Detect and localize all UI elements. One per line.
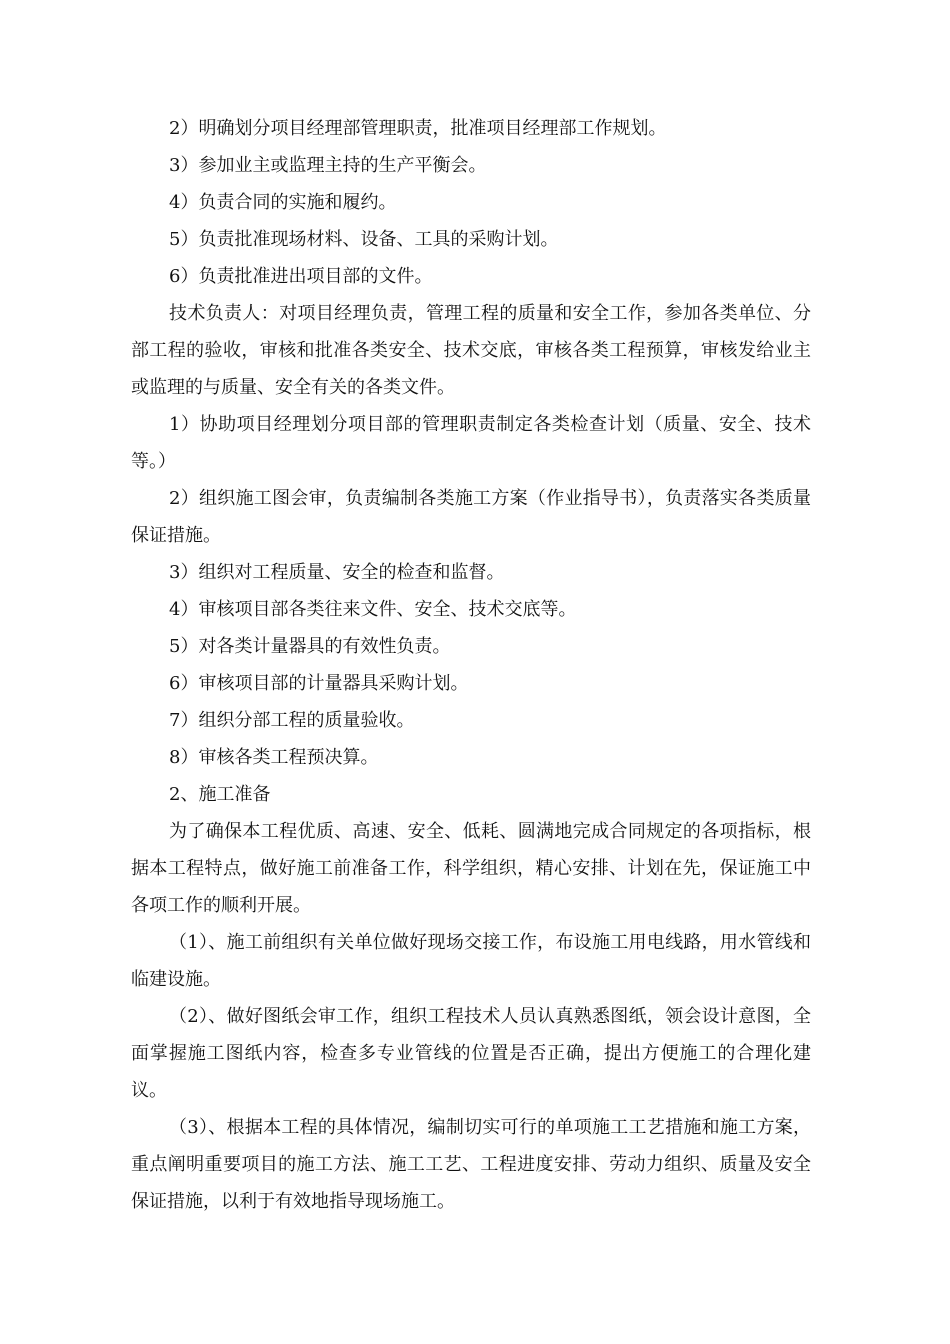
list-item: （3）、根据本工程的具体情况，编制切实可行的单项施工工艺措施和施工方案，重点阐明重要项目的施工方法、施工工艺、工程进度安排、劳动力组织、质量及安全保证措施，以利于有效地指导现场施工。 xyxy=(131,1117,811,1212)
list-item: 7）组织分部工程的质量验收。 xyxy=(169,710,415,731)
list-item: 6）审核项目部的计量器具采购计划。 xyxy=(169,673,469,694)
list-item: （2）、做好图纸会审工作，组织工程技术人员认真熟悉图纸，领会设计意图，全面掌握施工图纸内容，检查多专业管线的位置是否正确，提出方便施工的合理化建议。 xyxy=(131,1006,811,1101)
list-item: 3）组织对工程质量、安全的检查和监督。 xyxy=(169,562,505,583)
body-paragraph: 技术负责人：对项目经理负责，管理工程的质量和安全工作，参加各类单位、分部工程的验收，审核和批准各类安全、技术交底，审核各类工程预算，审核发给业主或监理的与质量、安全有关的各类文件。 xyxy=(131,303,811,398)
list-item: 5）负责批准现场材料、设备、工具的采购计划。 xyxy=(169,229,559,250)
list-item: 4）审核项目部各类往来文件、安全、技术交底等。 xyxy=(169,599,577,620)
document-body xyxy=(131,110,811,1220)
list-item: 6）负责批准进出项目部的文件。 xyxy=(169,266,433,287)
body-paragraph: 为了确保本工程优质、高速、安全、低耗、圆满地完成合同规定的各项指标，根据本工程特点，做好施工前准备工作，科学组织，精心安排、计划在先，保证施工中各项工作的顺利开展。 xyxy=(131,821,811,916)
list-item: （1）、施工前组织有关单位做好现场交接工作，布设施工用电线路，用水管线和临建设施。 xyxy=(131,932,811,990)
list-item: 4）负责合同的实施和履约。 xyxy=(169,192,397,213)
list-item: 2）组织施工图会审，负责编制各类施工方案（作业指导书），负责落实各类质量保证措施。 xyxy=(131,488,811,546)
section-heading: 2、施工准备 xyxy=(169,784,271,805)
list-item: 5）对各类计量器具的有效性负责。 xyxy=(169,636,451,657)
list-item: 1）协助项目经理划分项目部的管理职责制定各类检查计划（质量、安全、技术等。） xyxy=(131,414,811,472)
list-item: 8）审核各类工程预决算。 xyxy=(169,747,379,768)
list-item: 2）明确划分项目经理部管理职责，批准项目经理部工作规划。 xyxy=(169,118,667,139)
list-item: 3）参加业主或监理主持的生产平衡会。 xyxy=(169,155,487,176)
